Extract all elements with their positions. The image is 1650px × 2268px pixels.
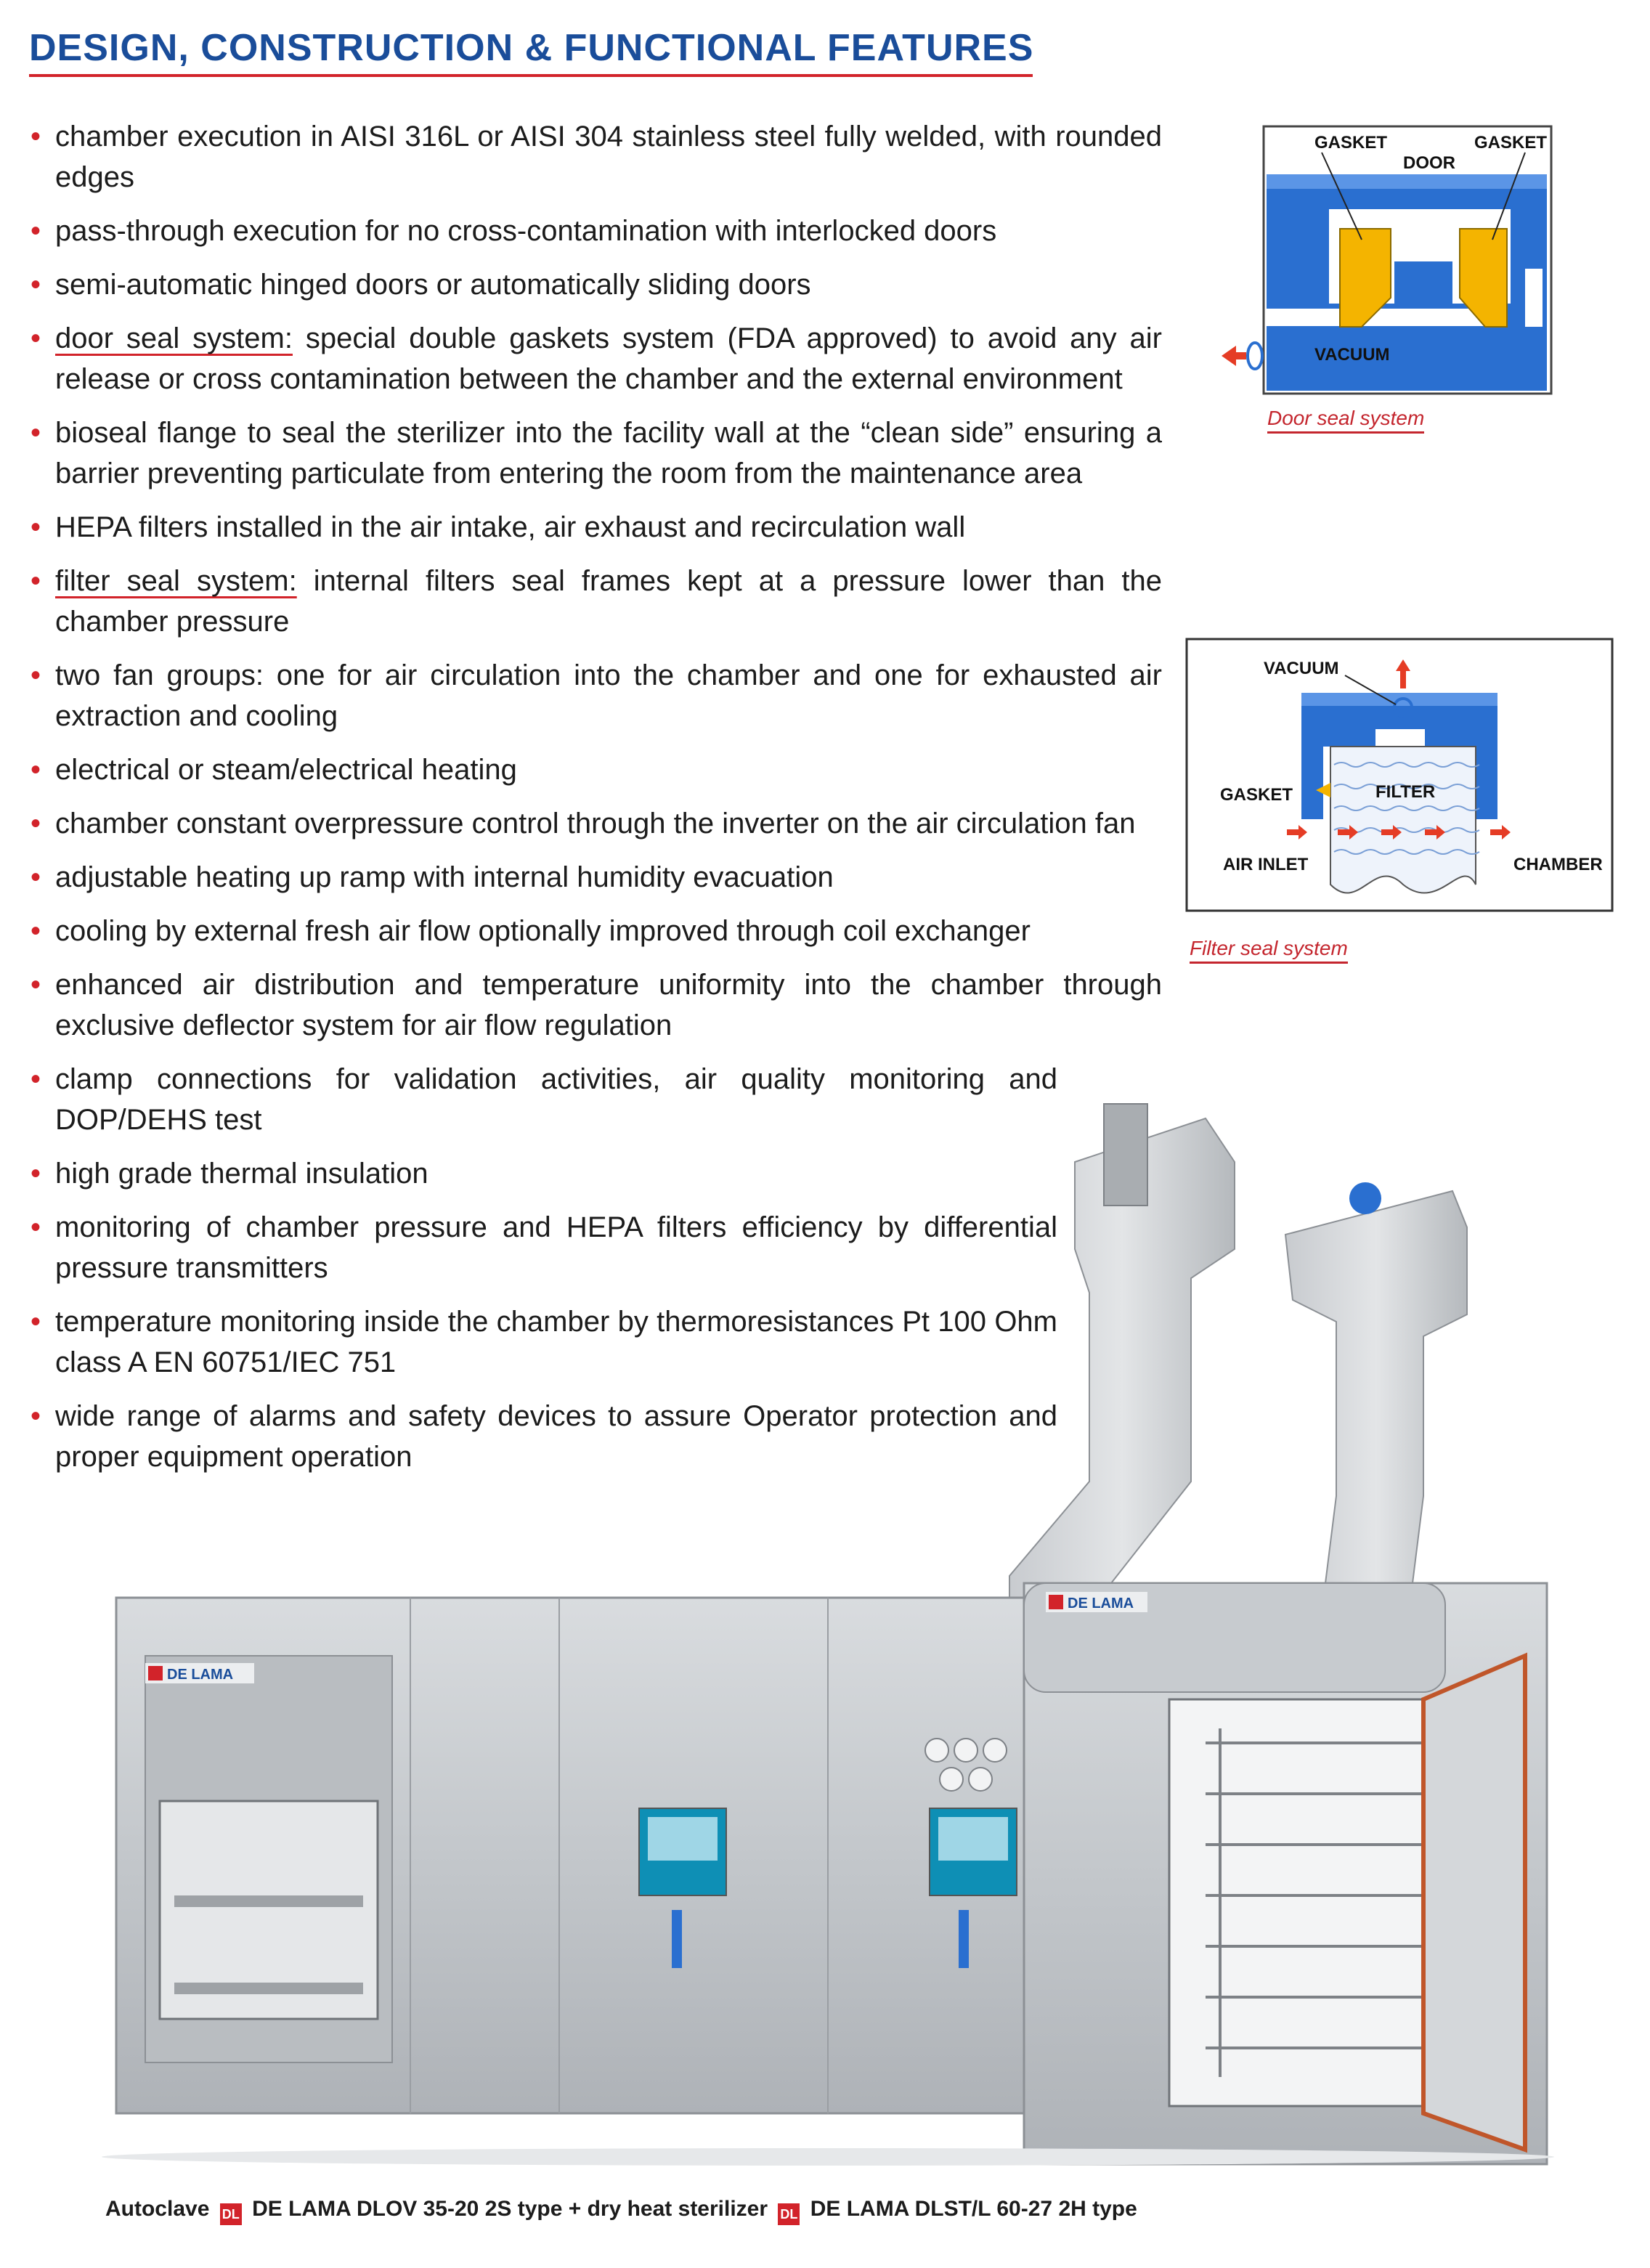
feature-text: temperature monitoring inside the chamber by thermoresistances Pt 100 Ohm class A EN 60751/IEC 751 <box>55 1306 1057 1378</box>
diagram-label-door: DOOR <box>1403 153 1455 173</box>
title-underline <box>29 74 1033 77</box>
diagram-label-gasket-left: GASKET <box>1314 133 1388 153</box>
feature-text: cooling by external fresh air flow optionally improved through coil exchanger <box>55 915 1031 947</box>
feature-item <box>29 318 1162 399</box>
feature-item <box>29 507 1162 548</box>
door-seal-diagram <box>1220 123 1554 399</box>
door-seal-caption: Door seal system <box>1267 407 1424 434</box>
feature-item <box>29 561 1162 642</box>
feature-item <box>29 211 1162 251</box>
feature-item <box>29 964 1162 1046</box>
photo-brand-left: DE LAMA <box>167 1667 234 1683</box>
diagram-label-chamber: CHAMBER <box>1513 855 1603 874</box>
feature-text: special double gaskets system (FDA approved) to avoid any air release or cross contamination between the chamber and the external environment <box>55 322 1163 395</box>
feature-text: chamber constant overpressure control through the inverter on the air circulation fan <box>55 808 1136 840</box>
diagram-label-filter: FILTER <box>1375 782 1436 802</box>
sterilizer-photo <box>102 1075 1598 2179</box>
feature-item <box>29 655 1162 736</box>
feature-item <box>29 749 1162 790</box>
caption-part-2: DE LAMA DLOV 35-20 2S type + dry heat sterilizer <box>252 2197 768 2221</box>
page-title: DESIGN, CONSTRUCTION & FUNCTIONAL FEATURES <box>29 27 1034 69</box>
photo-brand-right: DE LAMA <box>1068 1596 1134 1611</box>
diagram-label-vacuum: VACUUM <box>1264 659 1339 678</box>
feature-text: chamber execution in AISI 316L or AISI 304 stainless steel fully welded, with rounded edges <box>55 121 1162 193</box>
feature-text: monitoring of chamber pressure and HEPA filters efficiency by differential pressure transmitters <box>55 1211 1057 1284</box>
photo-caption <box>105 2197 1137 2225</box>
filter-seal-caption: Filter seal system <box>1190 937 1348 964</box>
feature-item <box>29 412 1162 494</box>
feature-text: electrical or steam/electrical heating <box>55 754 517 786</box>
feature-text: enhanced air distribution and temperature uniformity into the chamber through exclusive deflector system for air flow regulation <box>55 969 1162 1041</box>
diagram-label-gasket-right: GASKET <box>1474 133 1548 153</box>
filter-seal-diagram <box>1185 638 1615 914</box>
feature-item <box>29 857 1162 898</box>
de-lama-logo-icon: DL <box>778 2203 800 2225</box>
caption-part-3: DE LAMA DLST/L 60-27 2H type <box>810 2197 1137 2221</box>
feature-item <box>29 911 1162 951</box>
feature-item <box>29 803 1162 844</box>
diagram-label-gasket: GASKET <box>1220 785 1293 805</box>
feature-text: two fan groups: one for air circulation into the chamber and one for exhausted air extraction and cooling <box>55 659 1162 732</box>
feature-text: semi-automatic hinged doors or automatically sliding doors <box>55 269 811 301</box>
feature-item <box>29 264 1162 305</box>
feature-text: wide range of alarms and safety devices to assure Operator protection and proper equipment operation <box>55 1400 1057 1473</box>
feature-text: high grade thermal insulation <box>55 1158 428 1190</box>
feature-term: filter seal system: <box>55 565 297 597</box>
feature-text: bioseal flange to seal the sterilizer into the facility wall at the “clean side” ensuring a barrier preventing particulate from entering the room from the maintenance area <box>55 417 1162 489</box>
feature-text: internal filters seal frames kept at a pressure lower than the chamber pressure <box>55 565 1163 638</box>
feature-text: clamp connections for validation activities, air quality monitoring and DOP/DEHS test <box>55 1063 1057 1136</box>
feature-text: HEPA filters installed in the air intake, air exhaust and recirculation wall <box>55 511 966 543</box>
caption-part-1: Autoclave <box>105 2197 210 2221</box>
feature-item <box>29 116 1162 198</box>
feature-text: adjustable heating up ramp with internal humidity evacuation <box>55 861 834 893</box>
feature-term: door seal system: <box>55 322 293 354</box>
feature-text: pass-through execution for no cross-contamination with interlocked doors <box>55 215 997 247</box>
diagram-label-air-inlet: AIR INLET <box>1223 855 1309 874</box>
diagram-label-vacuum: VACUUM <box>1314 345 1390 365</box>
de-lama-logo-icon: DL <box>220 2203 242 2225</box>
